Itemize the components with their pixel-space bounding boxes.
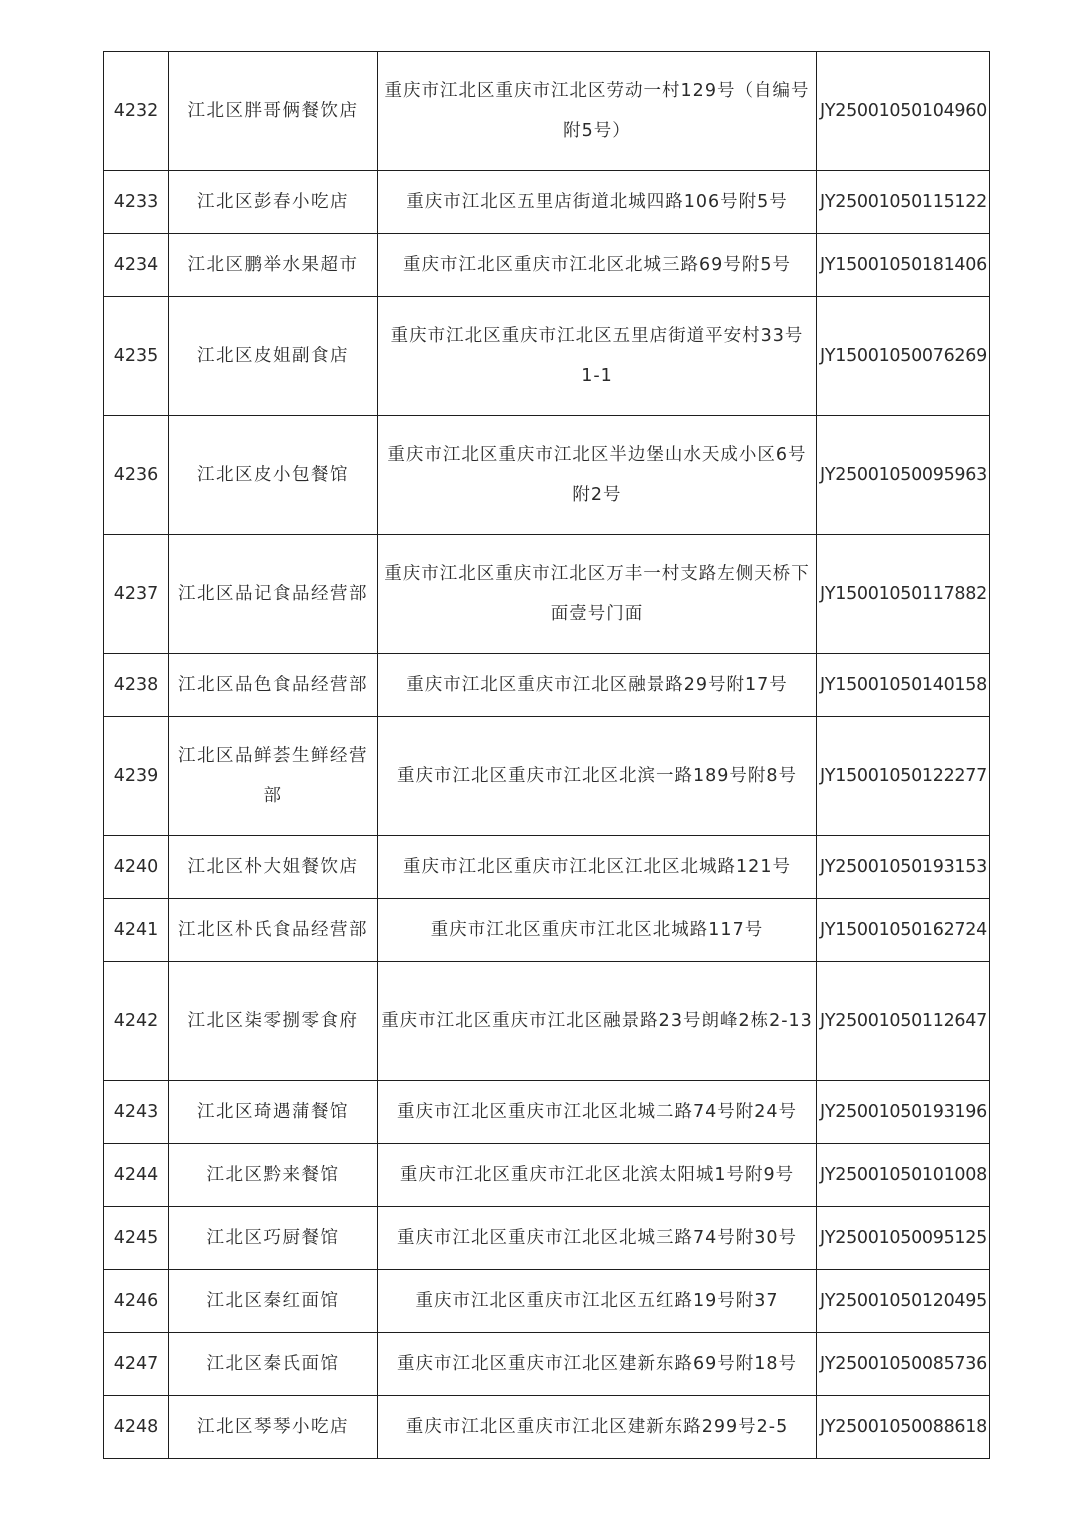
business-name: 江北区品鲜荟生鲜经营部 [169, 717, 378, 836]
business-name: 江北区皮小包餐馆 [169, 416, 378, 535]
record-id: 4241 [104, 899, 169, 962]
record-id: 4232 [104, 52, 169, 171]
table-row [104, 1081, 990, 1144]
record-id: 4238 [104, 654, 169, 717]
table-row [104, 962, 990, 1081]
license-number: JY25001050115122 [817, 171, 990, 234]
business-name: 江北区胖哥俩餐饮店 [169, 52, 378, 171]
record-id: 4246 [104, 1270, 169, 1333]
license-number: JY25001050088618 [817, 1396, 990, 1459]
license-number: JY25001050120495 [817, 1270, 990, 1333]
table-row [104, 836, 990, 899]
record-id: 4247 [104, 1333, 169, 1396]
business-address: 重庆市江北区重庆市江北区北城路117号 [378, 899, 817, 962]
business-address: 重庆市江北区重庆市江北区北滨一路189号附8号 [378, 717, 817, 836]
table-row [104, 1144, 990, 1207]
record-id: 4233 [104, 171, 169, 234]
table-row [104, 1396, 990, 1459]
business-address: 重庆市江北区重庆市江北区江北区北城路121号 [378, 836, 817, 899]
business-address: 重庆市江北区重庆市江北区北城三路69号附5号 [378, 234, 817, 297]
table-row [104, 416, 990, 535]
business-address: 重庆市江北区重庆市江北区劳动一村129号（自编号附5号） [378, 52, 817, 171]
record-id: 4248 [104, 1396, 169, 1459]
business-name: 江北区鹏举水果超市 [169, 234, 378, 297]
license-number: JY25001050193153 [817, 836, 990, 899]
table-row [104, 654, 990, 717]
business-address: 重庆市江北区重庆市江北区融景路23号朗峰2栋2-13 [378, 962, 817, 1081]
business-name: 江北区皮姐副食店 [169, 297, 378, 416]
table-row [104, 1207, 990, 1270]
table-row [104, 52, 990, 171]
record-id: 4245 [104, 1207, 169, 1270]
record-id: 4244 [104, 1144, 169, 1207]
business-address: 重庆市江北区重庆市江北区北城二路74号附24号 [378, 1081, 817, 1144]
table-row [104, 1333, 990, 1396]
license-number: JY15001050140158 [817, 654, 990, 717]
license-number: JY25001050104960 [817, 52, 990, 171]
record-id: 4234 [104, 234, 169, 297]
record-id: 4242 [104, 962, 169, 1081]
license-number: JY25001050101008 [817, 1144, 990, 1207]
table-row [104, 171, 990, 234]
record-id: 4236 [104, 416, 169, 535]
table-row [104, 234, 990, 297]
records-table [103, 51, 990, 1459]
license-number: JY15001050162724 [817, 899, 990, 962]
business-name: 江北区秦氏面馆 [169, 1333, 378, 1396]
table-row [104, 717, 990, 836]
business-address: 重庆市江北区重庆市江北区五红路19号附37 [378, 1270, 817, 1333]
license-number: JY25001050095125 [817, 1207, 990, 1270]
table-row [104, 535, 990, 654]
business-address: 重庆市江北区重庆市江北区建新东路299号2-5 [378, 1396, 817, 1459]
business-name: 江北区巧厨餐馆 [169, 1207, 378, 1270]
business-name: 江北区柒零捌零食府 [169, 962, 378, 1081]
license-number: JY15001050181406 [817, 234, 990, 297]
license-number: JY15001050117882 [817, 535, 990, 654]
business-address: 重庆市江北区重庆市江北区五里店街道平安村33号1-1 [378, 297, 817, 416]
record-id: 4237 [104, 535, 169, 654]
license-number: JY15001050076269 [817, 297, 990, 416]
table-row [104, 1270, 990, 1333]
business-name: 江北区彭春小吃店 [169, 171, 378, 234]
business-address: 重庆市江北区重庆市江北区北城三路74号附30号 [378, 1207, 817, 1270]
table-row [104, 297, 990, 416]
business-address: 重庆市江北区重庆市江北区北滨太阳城1号附9号 [378, 1144, 817, 1207]
license-number: JY25001050112647 [817, 962, 990, 1081]
business-name: 江北区朴氏食品经营部 [169, 899, 378, 962]
record-id: 4240 [104, 836, 169, 899]
business-address: 重庆市江北区重庆市江北区建新东路69号附18号 [378, 1333, 817, 1396]
record-id: 4243 [104, 1081, 169, 1144]
business-name: 江北区品记食品经营部 [169, 535, 378, 654]
license-number: JY25001050193196 [817, 1081, 990, 1144]
business-name: 江北区琴琴小吃店 [169, 1396, 378, 1459]
table-row [104, 899, 990, 962]
business-address: 重庆市江北区五里店街道北城四路106号附5号 [378, 171, 817, 234]
license-number: JY25001050085736 [817, 1333, 990, 1396]
business-name: 江北区朴大姐餐饮店 [169, 836, 378, 899]
license-number: JY15001050122277 [817, 717, 990, 836]
business-address: 重庆市江北区重庆市江北区万丰一村支路左侧天桥下面壹号门面 [378, 535, 817, 654]
business-name: 江北区琦遇蒲餐馆 [169, 1081, 378, 1144]
license-number: JY25001050095963 [817, 416, 990, 535]
business-name: 江北区黔来餐馆 [169, 1144, 378, 1207]
business-name: 江北区秦红面馆 [169, 1270, 378, 1333]
record-id: 4239 [104, 717, 169, 836]
record-id: 4235 [104, 297, 169, 416]
business-address: 重庆市江北区重庆市江北区半边堡山水天成小区6号附2号 [378, 416, 817, 535]
business-address: 重庆市江北区重庆市江北区融景路29号附17号 [378, 654, 817, 717]
business-name: 江北区品色食品经营部 [169, 654, 378, 717]
